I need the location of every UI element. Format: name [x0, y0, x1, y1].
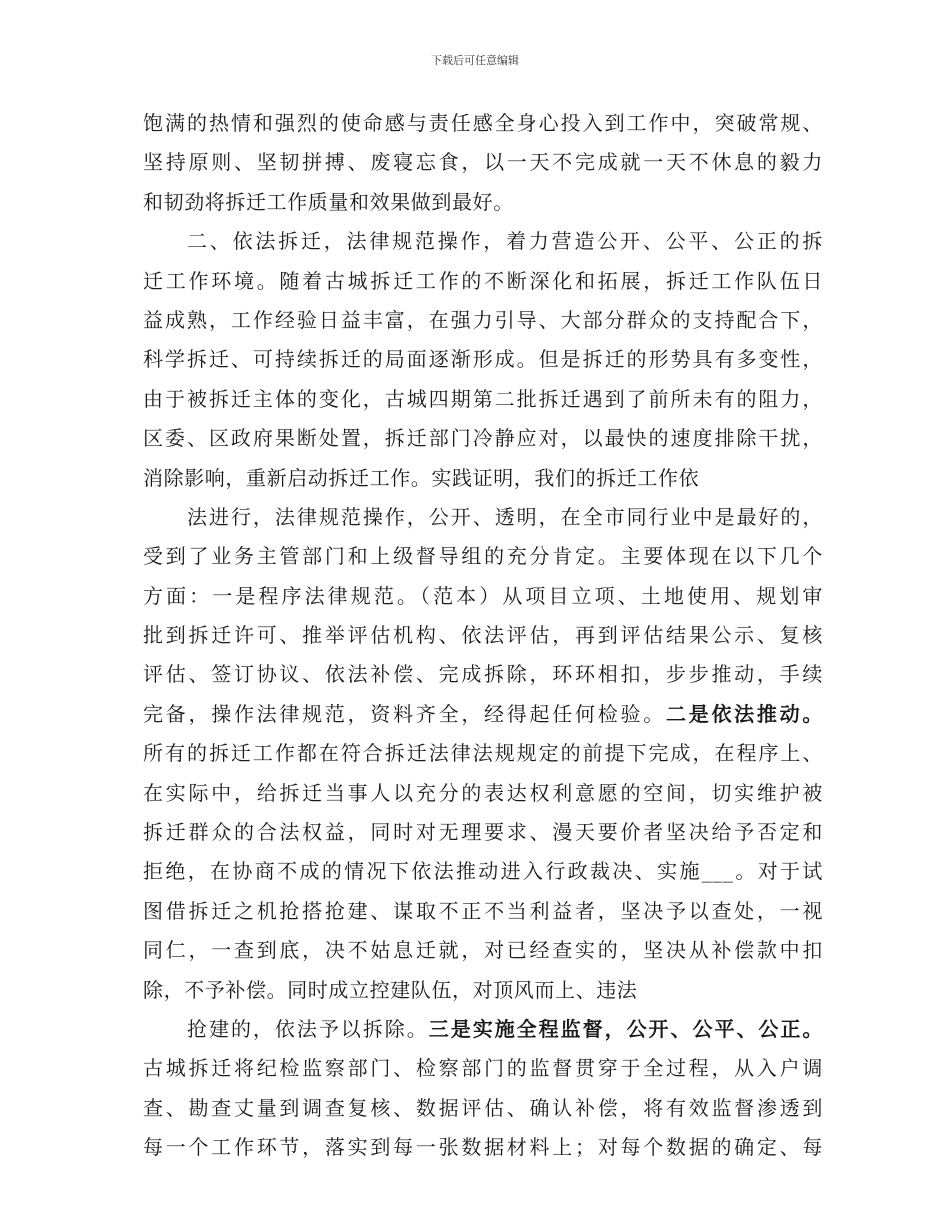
text-line-content: 和韧劲将拆迁工作质量和效果做到最好。 [143, 189, 514, 214]
text-line-content: 由于被拆迁主体的变化，古城四期第二批拆迁遇到了前所未有的阻力， [143, 386, 823, 411]
text-line-content: 拆迁群众的合法权益，同时对无理要求、漫天要价者坚决给予否定和 [143, 820, 823, 845]
text-line-content: 科学拆迁、可持续拆迁的局面逐渐形成。但是拆迁的形势具有多变性， [143, 347, 823, 372]
page-header: 下载后可任意编辑 [431, 54, 519, 67]
text-line [143, 655, 823, 694]
text-line [143, 262, 823, 301]
text-line [143, 301, 823, 340]
text-line-content: 区委、区政府果断处置，拆迁部门冷静应对，以最快的速度排除干扰， [143, 426, 823, 451]
text-line [143, 1049, 823, 1088]
text-line [143, 695, 823, 734]
text-line [143, 1089, 823, 1128]
text-line-content: 拒绝，在协商不成的情况下依法推动进入行政裁决、实施___。对于试 [143, 859, 823, 884]
text-line-content: 在实际中，给拆迁当事人以充分的表达权利意愿的空间，切实维护被 [143, 780, 823, 805]
text-line [143, 892, 823, 931]
text-line-content: 批到拆迁许可、推举评估机构、依法评估，再到评估结果公示、复核 [143, 623, 823, 648]
text-line-content: 图借拆迁之机抢搭抢建、谋取不正不当利益者，坚决予以查处，一视 [143, 898, 823, 923]
text-line [143, 616, 823, 655]
text-line-content: 迁工作环境。随着古城拆迁工作的不断深化和拓展，拆迁工作队伍日 [143, 268, 823, 293]
text-line-content: 二、依法拆迁，法律规范操作，着力营造公开、公平、公正的拆 [187, 229, 823, 254]
text-line-content: 方面：一是程序法律规范。（范本）从项目立项、土地使用、规划审 [143, 583, 823, 608]
text-line [143, 222, 823, 261]
text-line [143, 459, 823, 498]
text-line [143, 734, 823, 773]
text-line [143, 577, 823, 616]
text-line-content: 所有的拆迁工作都在符合拆迁法律法规规定的前提下完成，在程序上、 [143, 741, 823, 766]
text-line [143, 852, 823, 891]
text-line [143, 380, 823, 419]
body-text [143, 104, 823, 1168]
text-line-content: 抢建的，依法予以拆除。 [187, 1016, 429, 1041]
text-line [143, 1010, 823, 1049]
text-line-content: 同仁，一查到底，决不姑息迁就，对已经查实的，坚决从补偿款中扣 [143, 938, 823, 963]
text-line-content: 评估、签订协议、依法补偿、完成拆除，环环相扣，步步推动，手续 [143, 662, 823, 687]
text-line-content: 古城拆迁将纪检监察部门、检察部门的监督贯穿于全过程，从入户调 [143, 1056, 823, 1081]
text-line [143, 813, 823, 852]
text-line-content: 除，不予补偿。同时成立控建队伍，对顶风而上、违法 [143, 977, 638, 1002]
text-line [143, 143, 823, 182]
text-line [143, 340, 823, 379]
text-line [143, 498, 823, 537]
text-line-content: 消除影响，重新启动拆迁工作。实践证明，我们的拆迁工作依 [143, 465, 700, 490]
text-line [143, 183, 823, 222]
bold-heading-text: 三是实施全程监督，公开、公平、公正。 [428, 1016, 823, 1041]
bold-heading-text: 二是依法推动。 [665, 701, 823, 726]
text-line [143, 971, 823, 1010]
text-line-content: 完备，操作法律规范，资料齐全，经得起任何检验。 [143, 701, 666, 726]
text-line-content: 法进行，法律规范操作，公开、透明，在全市同行业中是最好的， [187, 504, 823, 529]
text-line-content: 受到了业务主管部门和上级督导组的充分肯定。主要体现在以下几个 [143, 544, 823, 569]
text-line [143, 931, 823, 970]
text-line-content: 益成熟，工作经验日益丰富，在强力引导、大部分群众的支持配合下， [143, 307, 823, 332]
text-line-content: 饱满的热情和强烈的使命感与责任感全身心投入到工作中，突破常规、 [143, 111, 823, 135]
text-line-content: 查、勘查丈量到调查复核、数据评估、确认补偿，将有效监督渗透到 [143, 1095, 823, 1120]
text-line [143, 1128, 823, 1167]
text-line [143, 419, 823, 458]
text-line-content: 每一个工作环节，落实到每一张数据材料上；对每个数据的确定、每 [143, 1135, 823, 1160]
text-line-content: 坚持原则、坚韧拼搏、废寝忘食，以一天不完成就一天不休息的毅力 [143, 150, 823, 175]
text-line [143, 774, 823, 813]
text-line [143, 104, 823, 143]
text-line [143, 537, 823, 576]
